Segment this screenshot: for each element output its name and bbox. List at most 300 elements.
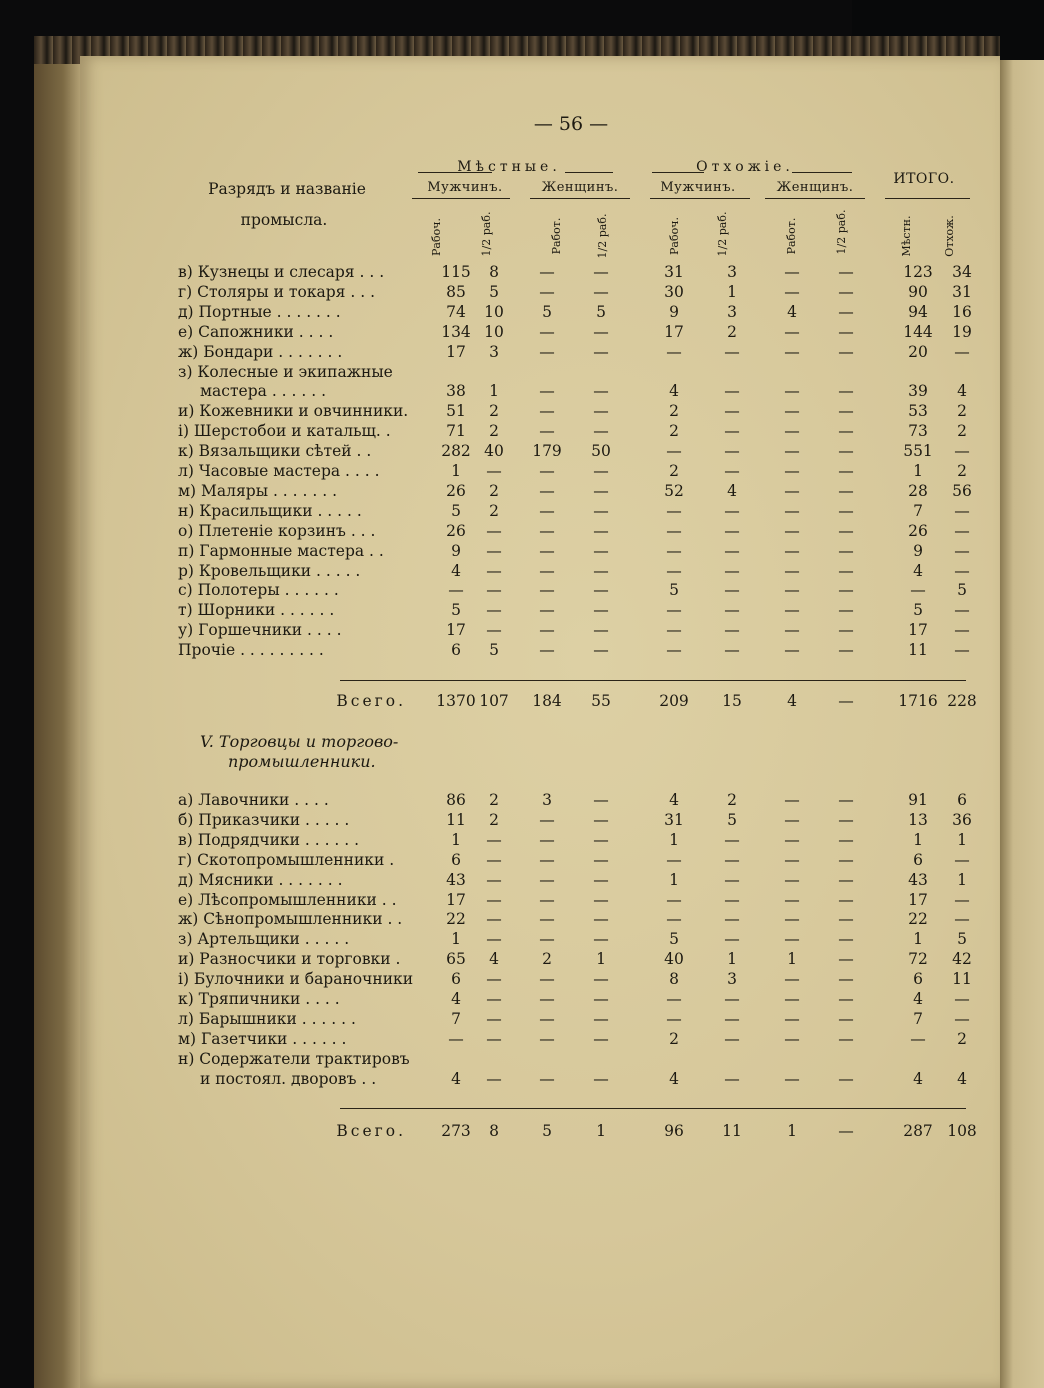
col-header-local-total: Мѣстн. <box>900 215 913 257</box>
table-cell: — <box>539 263 555 281</box>
table-cell: — <box>838 930 854 949</box>
table-cell: — <box>724 601 740 620</box>
table-cell: 6 <box>913 970 923 989</box>
table-cell: — <box>486 850 502 869</box>
table-cell: 1 <box>669 830 679 849</box>
table-cell: — <box>666 990 682 1008</box>
table-cell: 39 <box>908 382 928 401</box>
table-cell: 17 <box>446 621 466 640</box>
table-cell: — <box>724 581 740 600</box>
table-cell: — <box>724 1069 740 1088</box>
table-cell: — <box>666 1009 682 1028</box>
row-label: т) Шорники . . . . . . <box>178 601 335 620</box>
table-cell: — <box>539 870 555 889</box>
table-cell: 1 <box>913 462 923 480</box>
table-cell: 2 <box>669 402 679 421</box>
table-cell: 52 <box>664 481 684 500</box>
table-cell: 2 <box>489 501 499 520</box>
table-cell: 17 <box>908 621 928 640</box>
table-cell: — <box>448 1029 464 1048</box>
table-cell: 4 <box>913 1069 923 1088</box>
table-cell: 11 <box>908 641 928 660</box>
row-label: ж) Сѣнопромышленники . . <box>178 910 403 929</box>
table-cell: 43 <box>446 870 466 889</box>
table-cell: — <box>838 950 854 969</box>
table-cell: — <box>539 422 555 441</box>
table-cell: — <box>784 422 800 441</box>
table-cell: 4 <box>913 990 923 1008</box>
header-rule <box>650 198 750 199</box>
table-cell: — <box>593 1029 609 1048</box>
total-cell: 184 <box>532 692 562 710</box>
table-cell: — <box>539 621 555 640</box>
row-label: о) Плетеніе корзинъ . . . <box>178 521 376 540</box>
table-cell: 5 <box>957 581 967 600</box>
table-cell: — <box>838 1009 854 1028</box>
table-cell: — <box>784 263 800 281</box>
table-cell: — <box>539 462 555 480</box>
table-cell: — <box>486 1069 502 1088</box>
table-cell: — <box>666 890 682 909</box>
table-cell: 115 <box>441 263 471 281</box>
table-cell: 9 <box>451 541 461 560</box>
total-cell: 209 <box>659 692 689 710</box>
total-cell: 108 <box>947 1122 977 1140</box>
table-cell: — <box>539 481 555 500</box>
table-cell: 71 <box>446 422 466 441</box>
table-cell: 50 <box>591 442 611 461</box>
row-label: з) Артельщики . . . . . <box>178 930 350 949</box>
row-label: и) Кожевники и овчинники. <box>178 402 409 421</box>
table-cell: 5 <box>727 810 737 829</box>
table-cell: — <box>724 890 740 909</box>
col-header-migrant-men-workers: Рабоч. <box>668 217 681 255</box>
table-cell: — <box>838 382 854 401</box>
table-cell: 17 <box>664 322 684 341</box>
table-cell: — <box>954 601 970 620</box>
header-rule <box>565 172 613 173</box>
table-cell: 4 <box>669 382 679 401</box>
table-cell: — <box>539 282 555 301</box>
table-cell: — <box>539 970 555 989</box>
row-label: з) Колесные и экипажные <box>178 362 393 381</box>
table-cell: — <box>666 910 682 929</box>
table-cell: — <box>593 263 609 281</box>
table-cell: — <box>724 501 740 520</box>
row-label: у) Горшечники . . . . <box>178 621 342 640</box>
row-label: Прочіе . . . . . . . . . <box>178 641 324 660</box>
table-cell: — <box>486 990 502 1008</box>
table-cell: — <box>784 501 800 520</box>
section1-total-label: Всего. <box>336 692 406 710</box>
col-header-migrant-men-half: 1/2 раб. <box>716 211 729 257</box>
table-cell: 16 <box>952 302 972 321</box>
table-cell: — <box>593 1009 609 1028</box>
total-cell: 1 <box>787 1122 797 1140</box>
table-cell: — <box>838 422 854 441</box>
table-cell: — <box>954 541 970 560</box>
table-cell: 19 <box>952 322 972 341</box>
table-cell: 2 <box>669 1029 679 1048</box>
table-cell: — <box>724 402 740 421</box>
header-rule <box>412 198 510 199</box>
table-cell: 4 <box>451 561 461 580</box>
table-cell: — <box>593 1069 609 1088</box>
table-cell: — <box>539 541 555 560</box>
table-cell: — <box>838 462 854 480</box>
table-cell: — <box>724 1029 740 1048</box>
table-cell: — <box>539 561 555 580</box>
row-label: г) Скотопромышленники . <box>178 850 395 869</box>
table-cell: 6 <box>913 850 923 869</box>
table-cell: 74 <box>446 302 466 321</box>
table-cell: 1 <box>727 282 737 301</box>
table-cell: 8 <box>489 263 499 281</box>
table-cell: 51 <box>446 402 466 421</box>
table-cell: — <box>784 282 800 301</box>
header-migrant-men: Мужчинъ. <box>660 180 736 195</box>
table-cell: 11 <box>952 970 972 989</box>
table-cell: 7 <box>913 1009 923 1028</box>
row-label: і) Булочники и бараночники <box>178 970 414 989</box>
table-cell: — <box>486 621 502 640</box>
table-cell: 26 <box>446 521 466 540</box>
table-cell: 1 <box>957 870 967 889</box>
header-title-line2: промысла. <box>240 211 328 229</box>
table-cell: 5 <box>489 641 499 660</box>
table-cell: 42 <box>952 950 972 969</box>
table-cell: — <box>724 930 740 949</box>
table-cell: — <box>724 641 740 660</box>
row-label: і) Шерстобои и катальщ. . <box>178 422 391 441</box>
table-cell: 551 <box>903 442 933 461</box>
table-cell: — <box>954 890 970 909</box>
table-cell: 65 <box>446 950 466 969</box>
table-cell: 282 <box>441 442 471 461</box>
table-cell: — <box>784 830 800 849</box>
table-cell: — <box>784 462 800 480</box>
table-cell: — <box>666 541 682 560</box>
table-cell: — <box>784 910 800 929</box>
table-cell: — <box>724 830 740 849</box>
table-cell: — <box>838 641 854 660</box>
total-cell: 5 <box>542 1122 552 1140</box>
table-cell: 1 <box>669 870 679 889</box>
table-cell: — <box>593 322 609 341</box>
table-cell: — <box>954 641 970 660</box>
table-cell: — <box>838 791 854 809</box>
table-cell: — <box>486 581 502 600</box>
table-cell: — <box>838 442 854 461</box>
table-cell: — <box>954 850 970 869</box>
table-cell: 5 <box>451 601 461 620</box>
table-cell: 4 <box>489 950 499 969</box>
row-label: е) Лѣсопромышленники . . <box>178 890 397 909</box>
table-cell: 94 <box>908 302 928 321</box>
table-cell: — <box>784 1029 800 1048</box>
table-cell: — <box>666 521 682 540</box>
document-page <box>80 56 1000 1388</box>
row-label: п) Гармонные мастера . . <box>178 541 384 560</box>
table-cell: 11 <box>446 810 466 829</box>
table-cell: — <box>784 970 800 989</box>
table-cell: — <box>724 621 740 640</box>
table-cell: 30 <box>664 282 684 301</box>
table-cell: — <box>666 442 682 461</box>
row-label: м) Газетчики . . . . . . <box>178 1029 347 1048</box>
table-cell: — <box>539 641 555 660</box>
total-cell: 11 <box>722 1122 742 1140</box>
table-cell: 144 <box>903 322 933 341</box>
table-cell: — <box>838 322 854 341</box>
table-cell: 7 <box>913 501 923 520</box>
col-header-local-women-workers: Работ. <box>550 217 563 255</box>
total-cell: 15 <box>722 692 742 710</box>
table-cell: — <box>784 402 800 421</box>
header-rule <box>418 172 492 173</box>
table-cell: — <box>838 601 854 620</box>
table-cell: — <box>666 621 682 640</box>
table-cell: — <box>486 870 502 889</box>
table-cell: — <box>539 402 555 421</box>
table-cell: — <box>724 342 740 361</box>
col-header-migrant-women-half: 1/2 раб. <box>835 209 848 255</box>
table-cell: — <box>838 481 854 500</box>
table-cell: — <box>593 402 609 421</box>
col-header-local-men-half: 1/2 раб. <box>480 211 493 257</box>
table-cell: 4 <box>727 481 737 500</box>
table-cell: 5 <box>596 302 606 321</box>
table-cell: — <box>593 521 609 540</box>
table-cell: — <box>486 910 502 929</box>
table-cell: — <box>724 382 740 401</box>
table-cell: — <box>486 970 502 989</box>
table-cell: — <box>593 910 609 929</box>
header-local: Мѣстные. <box>457 159 561 175</box>
table-cell: 53 <box>908 402 928 421</box>
table-cell: 2 <box>669 422 679 441</box>
table-cell: 179 <box>532 442 562 461</box>
table-cell: 1 <box>489 382 499 401</box>
row-label: к) Вязальщики сѣтей . . <box>178 442 372 461</box>
table-cell: — <box>593 621 609 640</box>
table-cell: 43 <box>908 870 928 889</box>
table-cell: — <box>784 870 800 889</box>
table-cell: — <box>486 1009 502 1028</box>
col-header-local-women-half: 1/2 раб. <box>596 213 609 259</box>
table-cell: 90 <box>908 282 928 301</box>
table-cell: 5 <box>669 581 679 600</box>
table-cell: — <box>724 422 740 441</box>
total-cell: — <box>838 692 854 710</box>
table-cell: — <box>724 521 740 540</box>
table-cell: — <box>593 830 609 849</box>
table-cell: — <box>784 521 800 540</box>
row-label: м) Маляры . . . . . . . <box>178 481 338 500</box>
table-cell: — <box>666 641 682 660</box>
row-label: н) Содержатели трактировъ <box>178 1049 410 1068</box>
header-local-men: Мужчинъ. <box>427 180 503 195</box>
section2-title-line1: V. Торговцы и торгово- <box>200 732 399 751</box>
table-cell: — <box>539 890 555 909</box>
table-cell: 5 <box>489 282 499 301</box>
table-cell: 72 <box>908 950 928 969</box>
table-cell: 1 <box>913 930 923 949</box>
table-cell: 34 <box>952 263 972 281</box>
table-cell: — <box>593 601 609 620</box>
table-cell: — <box>838 521 854 540</box>
table-cell: 31 <box>664 810 684 829</box>
table-cell: — <box>593 282 609 301</box>
row-label: н) Красильщики . . . . . <box>178 501 362 520</box>
table-cell: — <box>954 910 970 929</box>
table-cell: 4 <box>957 1069 967 1088</box>
table-cell: — <box>593 422 609 441</box>
total-cell: 273 <box>441 1122 471 1140</box>
table-cell: — <box>593 501 609 520</box>
table-cell: 40 <box>484 442 504 461</box>
table-cell: — <box>539 382 555 401</box>
header-rule <box>530 198 630 199</box>
table-cell: — <box>539 521 555 540</box>
table-cell: 1 <box>787 950 797 969</box>
table-cell: 26 <box>908 521 928 540</box>
table-cell: — <box>486 1029 502 1048</box>
table-cell: — <box>838 302 854 321</box>
table-cell: — <box>784 1069 800 1088</box>
row-label: д) Мясники . . . . . . . <box>178 870 343 889</box>
total-cell: 1 <box>596 1122 606 1140</box>
table-cell: 2 <box>489 422 499 441</box>
table-cell: — <box>486 601 502 620</box>
table-cell: — <box>784 561 800 580</box>
table-cell: 17 <box>908 890 928 909</box>
table-cell: 5 <box>669 930 679 949</box>
table-cell: 13 <box>908 810 928 829</box>
table-cell: 4 <box>451 990 461 1008</box>
table-cell: — <box>593 462 609 480</box>
header-rule <box>792 172 852 173</box>
table-cell: — <box>724 910 740 929</box>
table-cell: — <box>593 382 609 401</box>
table-cell: 123 <box>903 263 933 281</box>
table-cell: — <box>784 621 800 640</box>
table-cell: 4 <box>957 382 967 401</box>
row-label: е) Сапожники . . . . <box>178 322 334 341</box>
table-cell: — <box>539 1009 555 1028</box>
table-cell: — <box>539 1069 555 1088</box>
table-cell: — <box>784 990 800 1008</box>
table-cell: — <box>784 791 800 809</box>
table-cell: 9 <box>913 541 923 560</box>
table-cell: — <box>666 850 682 869</box>
total-cell: 1370 <box>436 692 476 710</box>
table-cell: — <box>838 342 854 361</box>
table-cell: 5 <box>957 930 967 949</box>
table-cell: — <box>838 541 854 560</box>
table-cell: — <box>838 850 854 869</box>
table-cell: — <box>593 581 609 600</box>
table-cell: — <box>838 990 854 1008</box>
table-cell: 2 <box>957 1029 967 1048</box>
table-cell: — <box>838 1029 854 1048</box>
row-label: б) Приказчики . . . . . <box>178 810 350 829</box>
table-cell: — <box>838 1069 854 1088</box>
table-cell: — <box>784 581 800 600</box>
table-cell: — <box>539 850 555 869</box>
row-label: а) Лавочники . . . . <box>178 791 329 809</box>
table-cell: — <box>954 442 970 461</box>
table-cell: 2 <box>727 791 737 809</box>
table-cell: 91 <box>908 791 928 809</box>
table-cell: — <box>593 481 609 500</box>
table-cell: 6 <box>451 850 461 869</box>
table-cell: — <box>539 322 555 341</box>
total-cell: 107 <box>479 692 509 710</box>
col-header-migrant-total: Отхож. <box>943 215 956 257</box>
section2-title-line2: промышленники. <box>228 752 376 771</box>
table-cell: 5 <box>542 302 552 321</box>
table-cell: — <box>784 810 800 829</box>
table-cell: 10 <box>484 322 504 341</box>
table-cell: — <box>784 890 800 909</box>
table-cell: 6 <box>451 970 461 989</box>
table-cell: 3 <box>727 263 737 281</box>
row-label: ж) Бондари . . . . . . . <box>178 342 343 361</box>
table-cell: 2 <box>542 950 552 969</box>
table-cell: — <box>724 850 740 869</box>
table-cell: — <box>448 581 464 600</box>
table-cell: 2 <box>957 402 967 421</box>
table-cell: 40 <box>664 950 684 969</box>
row-label: р) Кровельщики . . . . . <box>178 561 361 580</box>
table-cell: — <box>593 641 609 660</box>
table-cell: 3 <box>727 970 737 989</box>
table-cell: 73 <box>908 422 928 441</box>
table-cell: — <box>539 1029 555 1048</box>
table-cell: — <box>910 581 926 600</box>
table-cell: — <box>954 1009 970 1028</box>
table-cell: — <box>724 990 740 1008</box>
row-label: г) Столяры и токаря . . . <box>178 282 376 301</box>
table-cell: 1 <box>913 830 923 849</box>
table-cell: 3 <box>489 342 499 361</box>
row-label: в) Подрядчики . . . . . . <box>178 830 360 849</box>
table-cell: — <box>954 342 970 361</box>
table-cell: — <box>486 462 502 480</box>
header-migrant-women: Женщинъ. <box>776 180 854 195</box>
table-cell: — <box>593 850 609 869</box>
table-cell: — <box>539 501 555 520</box>
header-migrant: Отхожіе. <box>696 159 794 175</box>
table-cell: — <box>838 910 854 929</box>
table-cell: 9 <box>669 302 679 321</box>
table-cell: — <box>593 561 609 580</box>
table-cell: — <box>838 970 854 989</box>
table-cell: — <box>539 581 555 600</box>
table-cell: 28 <box>908 481 928 500</box>
table-cell: — <box>539 830 555 849</box>
total-cell: 4 <box>787 692 797 710</box>
table-cell: 134 <box>441 322 471 341</box>
table-cell: — <box>838 890 854 909</box>
table-cell: 2 <box>489 481 499 500</box>
table-cell: 1 <box>727 950 737 969</box>
table-cell: 17 <box>446 342 466 361</box>
section2-total-label: Всего. <box>336 1122 406 1140</box>
table-cell: 1 <box>957 830 967 849</box>
table-cell: 3 <box>727 302 737 321</box>
